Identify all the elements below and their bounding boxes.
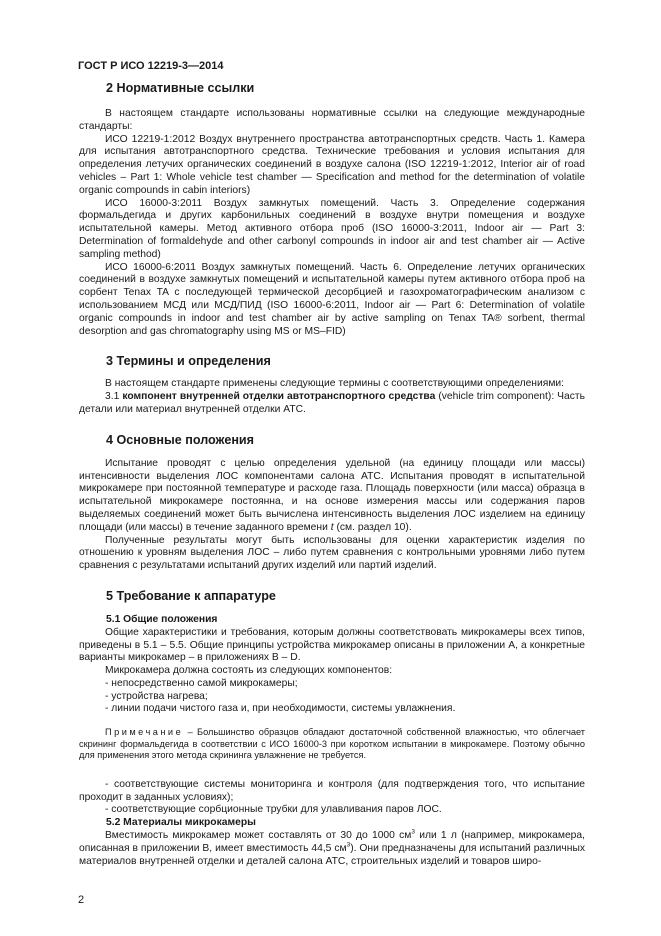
note: [79, 727, 585, 762]
term-3-1: [79, 391, 585, 417]
term-definition: (vehicle trim component): Часть детали или материал внутренней отделки АТС.: [79, 391, 585, 415]
term-name: компонент внутренней отделки автотранспортного средства: [122, 391, 436, 403]
list-item: - соответствующие системы мониторинга и контроля (для подтверждения того, что испытание проходит в заданных условиях);: [79, 778, 585, 803]
reference-iso-16000-3: ИСО 16000-3:2011 Воздух замкнутых помещений. Часть 3. Определение содержания формальдегида и других карбонильных соединений в воздухе внутри помещения и воздухе испытательной камеры. Метод активного отбора проб (ISO 16000-3:2011, Indoor air — Part 3: Determination of formaldehyde and other carbonyl compounds in indoor air and test chamber air — Active sampling method): [79, 197, 585, 260]
list-item: - линии подачи чистого газа и, при необходимости, системы увлажнения.: [105, 703, 456, 715]
document-body: [79, 80, 585, 868]
section-5-title: 5 Требование к аппаратуре: [106, 588, 276, 603]
section-3-title: 3 Термины и определения: [106, 354, 271, 369]
subsection-5-2-title: 5.2 Материалы микрокамеры: [106, 817, 256, 829]
note-text: – Большинство образцов обладают достаточной собственной влажностью, что облегчает скрининг формальдегида в соответствии с ИСО 16000-3 при коротком испытании в микрокамере. Поэтому обычно для применения этого метода скрининга увлажнение не требуется.: [79, 727, 585, 761]
note-label: Примечание: [105, 727, 184, 738]
section-4-paragraph-1: [79, 458, 585, 535]
list-item: - непосредственно самой микрокамеры;: [105, 677, 298, 689]
reference-iso-12219-1: ИСО 12219-1:2012 Воздух внутреннего пространства автотранспортных средств. Часть 1. Камера для испытания автотранспортного средства. Технические требования и условия испытания для определения летучих органических соединений в воздухе салона (ISO 12219-1:2012, Interior air of road vehicles – Part 1: Whole vehicle test chamber — Specification and method for the determination of volatile organic compounds in cabin interiors): [79, 133, 585, 196]
paragraph-text: или 1 л (например, микрокамера, описанная в приложении В, имеет вместимость 44,5 см: [79, 829, 585, 854]
section-5-1-paragraph-1: Общие характеристики и требования, которым должны соответствовать микрокамеры всех типов, приведены в 5.1 – 5.5. Общие принципы устройства микрокамер описаны в приложении А, а конкретные варианты микрокамер – в приложениях В – D.: [79, 626, 585, 664]
superscript: 3: [346, 841, 351, 849]
section-3-intro: В настоящем стандарте применены следующие термины с соответствующими определениями:: [105, 378, 565, 390]
document-header: ГОСТ Р ИСО 12219-3—2014: [78, 60, 224, 72]
list-item: - соответствующие сорбционные трубки для улавливания паров ЛОС.: [105, 804, 442, 816]
section-2-intro: В настоящем стандарте использованы нормативные ссылки на следующие международные стандарты:: [79, 108, 585, 132]
paragraph-text: Вместимость микрокамер может составлять от 30 до 1000 см: [105, 829, 412, 841]
paragraph-text-end: (см. раздел 10).: [336, 521, 412, 533]
list-item: - устройства нагрева;: [105, 690, 208, 702]
paragraph-text: ). Они предназначены для испытаний различных материалов внутренней отделки и деталей салона АТС, строительных изделий и товаров широ-: [79, 842, 585, 867]
subsection-5-1-title: 5.1 Общие положения: [106, 613, 218, 625]
reference-iso-16000-6: ИСО 16000-6:2011 Воздух замкнутых помещений. Часть 6. Определение летучих органических соединений в воздухе замкнутых помещений и испытательной камеры путем активного отбора проб на сорбент Tenax TA с последующей термической десорбцией и газохроматографическим анализом с использованием МСД или МСД/ПИД (ISO 16000-6:2011, Indoor air — Part 6: Determination of volatile organic compounds in indoor and test chamber air by active sampling on Tenax TA® sorbent, thermal desorption and gas chromatography using MS or MS–FID): [79, 261, 585, 337]
page-number: 2: [78, 894, 85, 906]
section-5-2-paragraph: [79, 830, 585, 868]
section-5-1-paragraph-2: Микрокамера должна состоять из следующих компонентов:: [105, 665, 393, 677]
paragraph-text: Испытание проводят с целью определения удельной (на единицу площади или массы) интенсивности выделения ЛОС компонентами салона АТС. Испытания проводят в испытательной микрокамере при постоянной температуре и расходе газа. Площадь поверхности (или масса) образца в испытательной микрокамере постоянна, и на основе измерения массы или содержания паров выделяемых соединений может быть вычислена интенсивность выделения ЛОС изделием на единицу площади (или массы) в течение заданного времени: [79, 457, 585, 533]
time-symbol: t: [330, 521, 334, 533]
term-number: 3.1: [105, 391, 120, 403]
section-4-paragraph-2: Полученные результаты могут быть использованы для оценки характеристик изделия по отношению к уровням выделения ЛОС – либо путем сравнения с контрольными уровнями либо путем сравнения с результатами испытаний других изделий или партий изделий.: [79, 534, 585, 572]
section-4-title: 4 Основные положения: [106, 432, 255, 447]
section-2-title: 2 Нормативные ссылки: [106, 81, 255, 95]
superscript: 3: [411, 828, 415, 836]
